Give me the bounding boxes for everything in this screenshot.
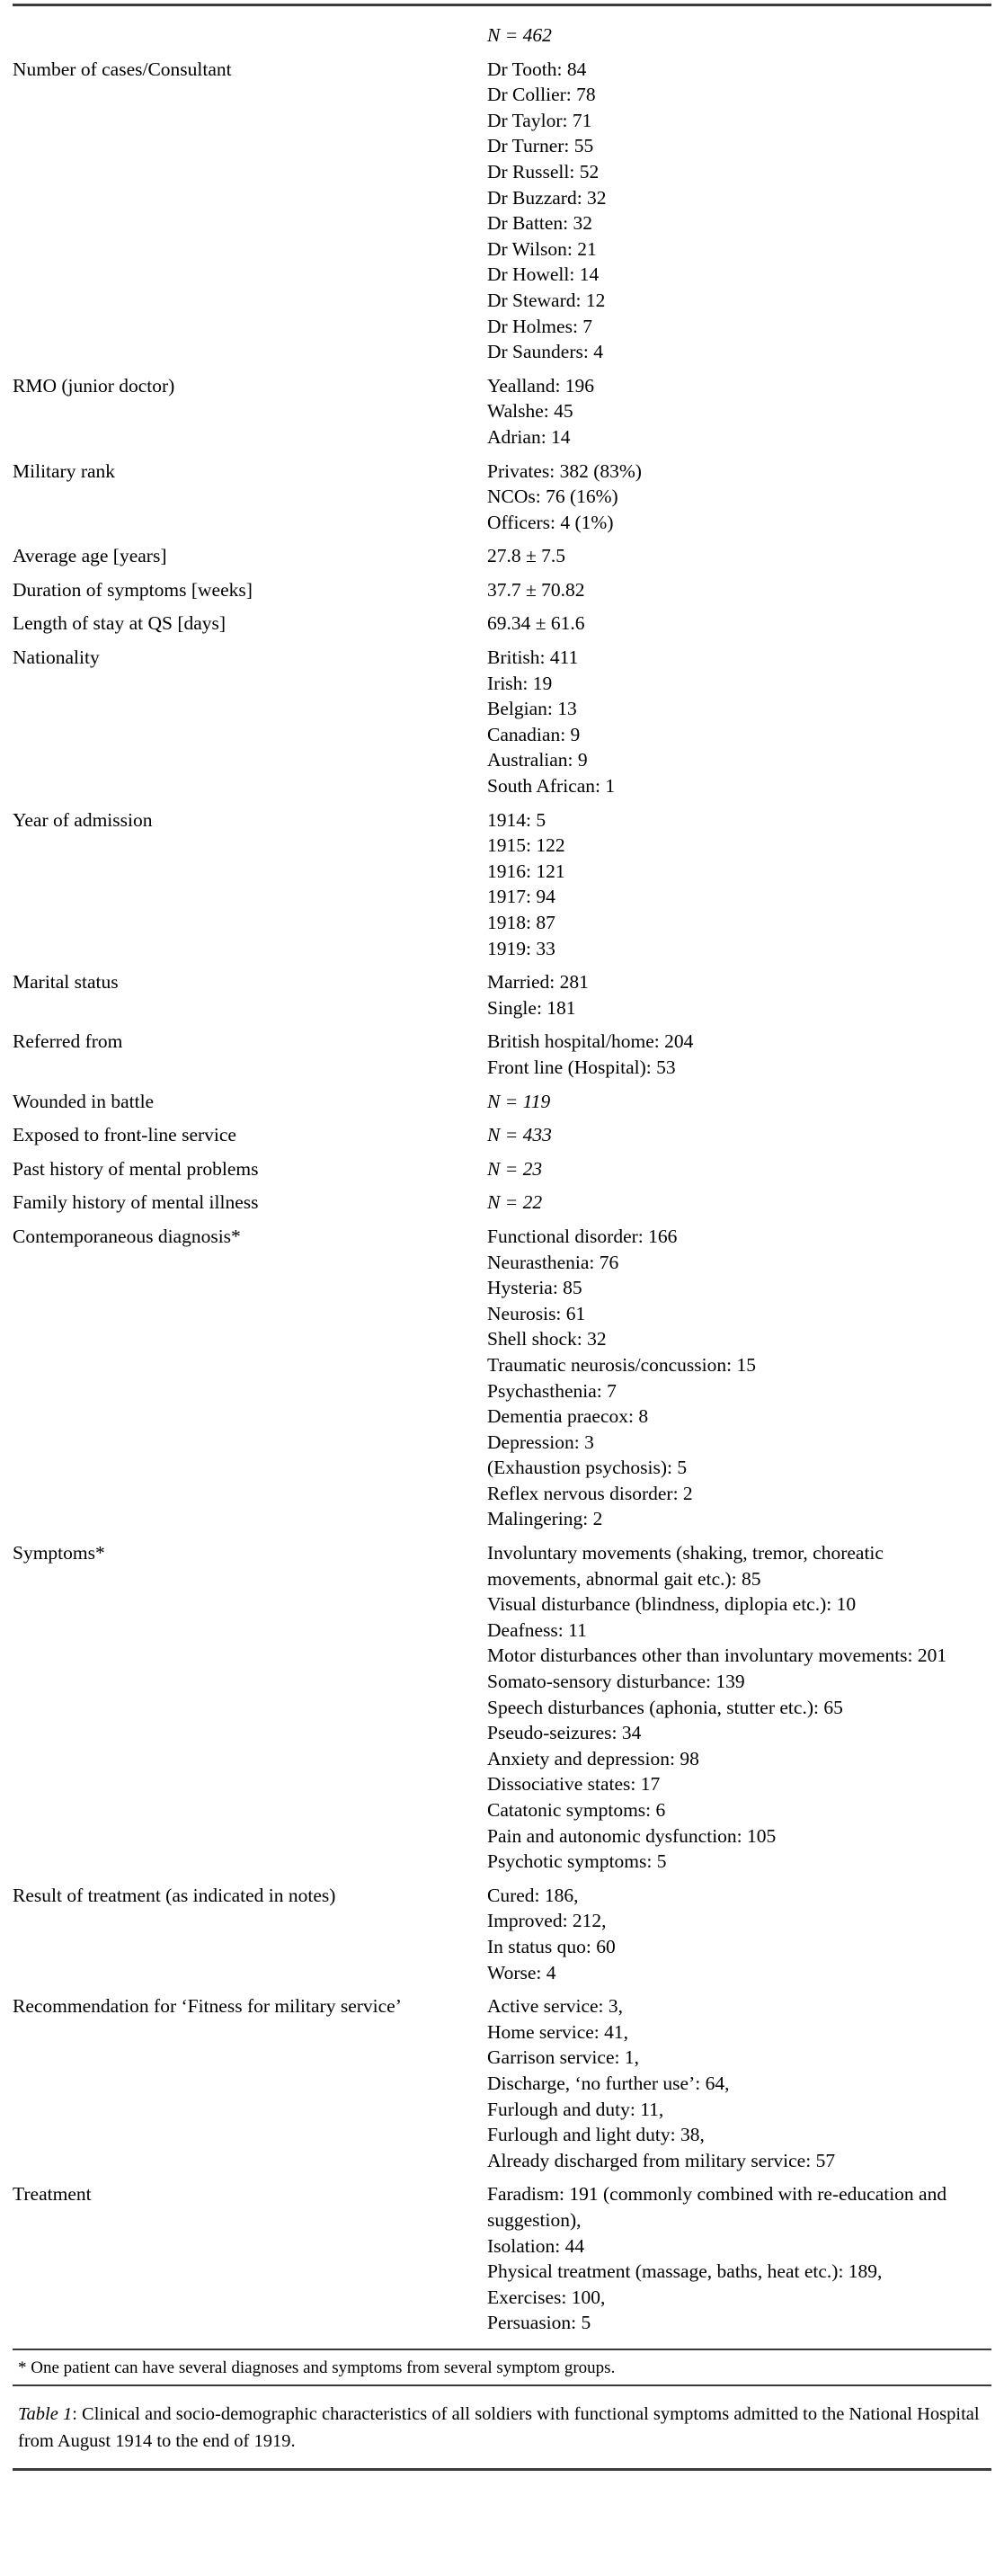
row-value: N = 22: [487, 1191, 543, 1214]
row-label-cell: [13, 2173, 487, 2336]
row-value: British hospital/home: 204: [487, 1030, 694, 1053]
table-row: [13, 799, 991, 962]
row-value: Anxiety and depression: 98: [487, 1747, 699, 1769]
row-value: NCOs: 76 (16%): [487, 486, 618, 508]
row-value-cell: [487, 637, 991, 799]
row-value: Dementia praecox: 8: [487, 1405, 649, 1428]
row-value-list: [487, 1029, 991, 1080]
row-value-list: [487, 1089, 991, 1115]
table-row: [13, 1181, 991, 1216]
table-row: [13, 2173, 991, 2336]
row-label-cell: [13, 602, 487, 637]
row-label: Nationality: [13, 646, 100, 669]
row-value-list: [487, 1224, 991, 1532]
table-footnote: * One patient can have several diagnoses and symptoms from several symptom groups.: [18, 2358, 616, 2377]
row-value: Dr Holmes: 7: [487, 315, 593, 337]
row-value: Single: 181: [487, 996, 576, 1019]
row-label-cell: [13, 1021, 487, 1080]
row-value: Psychasthenia: 7: [487, 1379, 617, 1402]
table-row: [13, 535, 991, 569]
row-value: Faradism: 191 (commonly combined with re-education and suggestion),: [487, 2183, 947, 2231]
row-value-cell: [487, 569, 991, 603]
row-label-cell: [13, 365, 487, 450]
row-value: Dr Howell: 14: [487, 263, 600, 286]
row-value: Pain and autonomic dysfunction: 105: [487, 1824, 777, 1847]
row-label: RMO (junior doctor): [13, 374, 175, 397]
table-row: [13, 569, 991, 603]
row-label-cell: [13, 1875, 487, 1985]
row-label: Symptoms*: [13, 1542, 105, 1564]
row-value: Furlough and light duty: 38,: [487, 2124, 705, 2146]
row-label: Past history of mental problems: [13, 1157, 259, 1180]
table-row: [13, 1114, 991, 1148]
row-value: 69.34 ± 61.6: [487, 612, 585, 635]
table-row: [13, 961, 991, 1021]
table-row: [13, 1148, 991, 1182]
row-label-cell: [13, 450, 487, 536]
header-label-cell: [13, 22, 487, 49]
row-value-cell: [487, 1985, 991, 2173]
table-page: [0, 4, 1004, 2576]
row-label: Contemporaneous diagnosis*: [13, 1225, 241, 1247]
row-value: Dr Wilson: 21: [487, 237, 597, 260]
row-value: Speech disturbances (aphonia, stutter etc.): 65: [487, 1696, 843, 1718]
caption-separator: :: [72, 2403, 83, 2424]
row-label: Military rank: [13, 459, 116, 482]
row-value: Married: 281: [487, 971, 589, 994]
row-value-cell: [487, 1148, 991, 1182]
row-value-cell: [487, 49, 991, 365]
row-value: N = 23: [487, 1157, 543, 1180]
row-value-cell: [487, 1181, 991, 1216]
row-value: N = 433: [487, 1124, 552, 1146]
row-value-list: [487, 1993, 991, 2173]
row-value: Worse: 4: [487, 1961, 556, 1983]
row-label-cell: [13, 1114, 487, 1148]
row-value: Active service: 3,: [487, 1995, 624, 2018]
row-value: Deafness: 11: [487, 1618, 587, 1641]
row-label: Treatment: [13, 2183, 92, 2206]
row-value: Physical treatment (massage, baths, heat etc.): 189,: [487, 2260, 883, 2283]
row-label: Length of stay at QS [days]: [13, 612, 227, 635]
row-label: Referred from: [13, 1030, 123, 1053]
row-value-list: [487, 1122, 991, 1148]
row-value-list: [487, 577, 991, 603]
row-value-list: [487, 969, 991, 1021]
table-row: [13, 365, 991, 450]
row-label: Family history of mental illness: [13, 1191, 259, 1214]
row-value: Dr Batten: 32: [487, 212, 593, 235]
row-label-cell: [13, 961, 487, 1021]
row-value: Dr Turner: 55: [487, 135, 594, 157]
row-label-cell: [13, 49, 487, 365]
row-value: Shell shock: 32: [487, 1328, 607, 1350]
row-value: 1918: 87: [487, 912, 555, 933]
row-label: Average age [years]: [13, 545, 167, 567]
row-value: Neurosis: 61: [487, 1302, 586, 1324]
row-value-list: [487, 645, 991, 799]
row-value: 1916: 121: [487, 860, 565, 882]
row-value: 27.8 ± 7.5: [487, 545, 566, 567]
row-label-cell: [13, 637, 487, 799]
row-value: Furlough and duty: 11,: [487, 2098, 664, 2120]
row-label: Exposed to front-line service: [13, 1124, 236, 1146]
row-value-cell: [487, 1875, 991, 1985]
row-value-cell: [487, 1216, 991, 1532]
row-value-list: [487, 611, 991, 637]
row-value: Somato-sensory disturbance: 139: [487, 1671, 745, 1693]
row-value-cell: [487, 1081, 991, 1115]
row-value-cell: [487, 535, 991, 569]
row-value-cell: [487, 602, 991, 637]
row-value: Dr Steward: 12: [487, 289, 606, 311]
header-value-cell: [487, 22, 991, 49]
row-label-cell: [13, 1216, 487, 1532]
row-value: Already discharged from military service: 57: [487, 2149, 836, 2171]
row-value: Dr Taylor: 71: [487, 109, 592, 131]
total-n-value: N = 462: [487, 24, 552, 46]
row-value: Traumatic neurosis/concussion: 15: [487, 1353, 756, 1376]
row-value: Belgian: 13: [487, 698, 577, 720]
row-value: Dr Russell: 52: [487, 160, 600, 183]
row-value: South African: 1: [487, 775, 616, 798]
row-value: Psychotic symptoms: 5: [487, 1850, 667, 1873]
row-value: 1917: 94: [487, 886, 555, 908]
row-label-cell: [13, 1181, 487, 1216]
row-value: (Exhaustion psychosis): 5: [487, 1457, 688, 1479]
row-value-cell: [487, 1021, 991, 1080]
page-bottom-rule: [13, 2468, 991, 2471]
row-value: Depression: 3: [487, 1431, 594, 1453]
row-value: Dr Buzzard: 32: [487, 186, 607, 209]
table-row: [13, 1216, 991, 1532]
row-value: Irish: 19: [487, 672, 553, 694]
caption-text: Clinical and socio-demographic characteristics of all soldiers with functional symptoms admitted to the National Hospital from August 1914 to the end of 1919.: [18, 2403, 980, 2452]
row-value: 1914: 5: [487, 808, 546, 831]
table-row: [13, 602, 991, 637]
row-value-cell: [487, 961, 991, 1021]
row-value: Adrian: 14: [487, 425, 571, 448]
row-value: Functional disorder: 166: [487, 1225, 678, 1247]
row-value: Improved: 212,: [487, 1910, 607, 1932]
row-value-cell: [487, 2173, 991, 2336]
row-value-cell: [487, 1114, 991, 1148]
table-row: [13, 1875, 991, 1985]
row-value: 1919: 33: [487, 937, 555, 959]
table-row: [13, 637, 991, 799]
row-value-list: [487, 543, 991, 569]
table-caption: [13, 2386, 991, 2469]
row-label-cell: [13, 799, 487, 962]
table-body: [13, 22, 991, 2336]
row-label: Number of cases/Consultant: [13, 58, 232, 80]
row-value: Catatonic symptoms: 6: [487, 1799, 666, 1821]
row-value: Officers: 4 (1%): [487, 511, 614, 533]
row-value: 1915: 122: [487, 834, 565, 857]
row-value-list: [487, 57, 991, 365]
row-value: Garrison service: 1,: [487, 2046, 639, 2069]
row-value: Discharge, ‘no further use’: 64,: [487, 2072, 730, 2094]
row-value: Dissociative states: 17: [487, 1773, 661, 1796]
row-value: Visual disturbance (blindness, diplopia etc.): 10: [487, 1593, 857, 1616]
row-value-list: [487, 1540, 991, 1875]
row-value: Hysteria: 85: [487, 1277, 582, 1299]
row-label-cell: [13, 1985, 487, 2173]
row-value-list: [487, 1156, 991, 1182]
row-value-cell: [487, 365, 991, 450]
table-row: [13, 49, 991, 365]
row-value: Neurasthenia: 76: [487, 1251, 619, 1273]
row-value-cell: [487, 1532, 991, 1875]
row-value: In status quo: 60: [487, 1935, 616, 1957]
table-top-spacer: [13, 6, 991, 22]
row-value: Dr Tooth: 84: [487, 58, 587, 80]
row-value-cell: [487, 450, 991, 536]
row-value: Front line (Hospital): 53: [487, 1056, 676, 1078]
row-value: Malingering: 2: [487, 1508, 603, 1530]
row-label: Result of treatment (as indicated in notes): [13, 1884, 336, 1906]
row-value-cell: [487, 799, 991, 962]
row-value: Privates: 382 (83%): [487, 459, 642, 482]
row-value-list: [487, 1883, 991, 1985]
row-label: Marital status: [13, 971, 119, 994]
row-value: Australian: 9: [487, 749, 588, 771]
row-value-list: [487, 2181, 991, 2336]
row-value: 37.7 ± 70.82: [487, 578, 585, 601]
row-value-list: [487, 373, 991, 450]
row-value: Exercises: 100,: [487, 2286, 606, 2308]
table-row: [13, 1081, 991, 1115]
row-label: Duration of symptoms [weeks]: [13, 578, 253, 601]
row-value-list: [487, 459, 991, 536]
row-value: Canadian: 9: [487, 723, 581, 745]
row-value: Dr Saunders: 4: [487, 341, 603, 363]
table-row: [13, 1985, 991, 2173]
row-value: British: 411: [487, 646, 579, 669]
row-label-cell: [13, 569, 487, 603]
row-value: Persuasion: 5: [487, 2312, 591, 2334]
row-value: Motor disturbances other than involuntary movements: 201: [487, 1645, 947, 1667]
row-label-cell: [13, 1148, 487, 1182]
row-value: Reflex nervous disorder: 2: [487, 1482, 693, 1504]
row-value: N = 119: [487, 1090, 551, 1112]
row-value: Isolation: 44: [487, 2234, 585, 2257]
row-value: Cured: 186,: [487, 1884, 579, 1906]
row-label: Year of admission: [13, 808, 153, 831]
table-row: [13, 1021, 991, 1080]
row-value: Yealland: 196: [487, 374, 595, 397]
table-row: [13, 1532, 991, 1875]
header-value-list: [487, 22, 991, 49]
row-label: Recommendation for ‘Fitness for military service’: [13, 1995, 402, 2018]
row-value: Walshe: 45: [487, 400, 573, 423]
row-label-cell: [13, 1532, 487, 1875]
row-label-cell: [13, 535, 487, 569]
row-label: Wounded in battle: [13, 1090, 155, 1112]
row-label-cell: [13, 1081, 487, 1115]
row-value-list: [487, 1190, 991, 1216]
row-value: Involuntary movements (shaking, tremor, choreatic movements, abnormal gait etc.): 85: [487, 1542, 884, 1590]
table-header-row: [13, 22, 991, 49]
characteristics-table: [13, 22, 991, 2336]
caption-table-number: Table 1: [18, 2403, 73, 2424]
row-value-list: [487, 807, 991, 962]
row-value: Pseudo-seizures: 34: [487, 1722, 642, 1744]
table-row: [13, 450, 991, 536]
row-value: Dr Collier: 78: [487, 84, 596, 106]
row-value: Home service: 41,: [487, 2020, 629, 2043]
